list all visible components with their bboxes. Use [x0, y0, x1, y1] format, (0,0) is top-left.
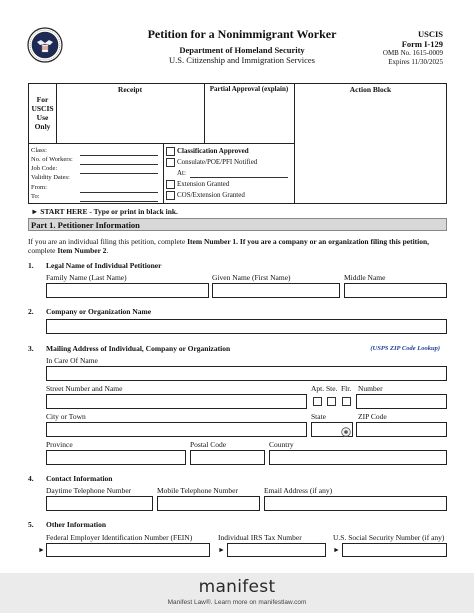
expiration: Expires 11/30/2025: [388, 58, 443, 66]
part1-intro-line1: If you are an individual filing this petition, complete Item Number 1. If you are a company or an organization filing this petition,: [28, 237, 430, 246]
department: Department of Homeland Security: [179, 45, 305, 55]
job-code-label: Job Code:: [31, 165, 58, 172]
form-number: Form I-129: [401, 39, 443, 49]
class-label: Class:: [31, 147, 47, 154]
footer-tagline[interactable]: Manifest Law®. Learn more on manifestlaw.com: [167, 599, 307, 606]
daytime-phone-label: Daytime Telephone Number: [46, 486, 132, 495]
ste-label: Ste.: [326, 384, 338, 393]
cos-extension-label: COS/Extension Granted: [177, 191, 245, 199]
irs-arrow-icon: ►: [218, 546, 225, 554]
postal-code-input[interactable]: [190, 450, 265, 465]
irs-input[interactable]: [227, 543, 326, 557]
province-label: Province: [46, 440, 73, 449]
family-name-label: Family Name (Last Name): [46, 273, 127, 282]
number-label: Number: [358, 384, 383, 393]
daytime-phone-input[interactable]: [46, 496, 153, 511]
ssn-arrow-icon: ►: [333, 546, 340, 554]
middle-name-input[interactable]: [344, 283, 447, 298]
state-dropdown-icon[interactable]: [341, 424, 351, 434]
item4-number: 4.: [28, 474, 34, 483]
part1-intro-line2: complete Item Number 2.: [28, 246, 109, 255]
street-label: Street Number and Name: [46, 384, 123, 393]
city-label: City or Town: [46, 412, 86, 421]
partial-approval-header: Partial Approval (explain): [209, 85, 289, 93]
uscis-side-uscis: USCIS: [31, 104, 54, 113]
extension-granted-label: Extension Granted: [177, 180, 230, 188]
country-input[interactable]: [269, 450, 447, 465]
uscis-side-use: Use: [36, 113, 49, 122]
part1-title: Part 1. Petitioner Information: [31, 220, 140, 230]
street-input[interactable]: [46, 394, 307, 409]
mobile-phone-input[interactable]: [157, 496, 260, 511]
classification-approved-checkbox[interactable]: [166, 147, 175, 156]
start-here-instruction: ► START HERE - Type or print in black ink.: [31, 207, 178, 216]
item3-number: 3.: [28, 344, 34, 353]
uscis-label: USCIS: [417, 29, 443, 39]
item3-title: Mailing Address of Individual, Company or Organization: [46, 344, 231, 353]
province-input[interactable]: [46, 450, 186, 465]
given-name-input[interactable]: [212, 283, 340, 298]
consulate-notified-label: Consulate/POE/PFI Notified: [177, 158, 258, 166]
ssn-label: U.S. Social Security Number (if any): [333, 533, 445, 542]
unit-number-input[interactable]: [356, 394, 447, 409]
family-name-input[interactable]: [46, 283, 209, 298]
item4-title: Contact Information: [46, 474, 113, 483]
ste-checkbox[interactable]: [327, 397, 336, 406]
middle-name-label: Middle Name: [344, 273, 386, 282]
fein-arrow-icon: ►: [38, 546, 45, 554]
email-label: Email Address (if any): [264, 486, 333, 495]
receipt-header: Receipt: [117, 85, 143, 94]
manifest-logo: manifest: [198, 577, 276, 597]
classification-approved-label: Classification Approved: [177, 147, 249, 155]
dhs-seal-icon: [27, 27, 63, 63]
item2-number: 2.: [28, 307, 34, 316]
given-name-label: Given Name (First Name): [212, 273, 291, 282]
company-name-input[interactable]: [46, 319, 447, 334]
uscis-side-for: For: [36, 95, 49, 104]
form-title: Petition for a Nonimmigrant Worker: [147, 27, 337, 41]
omb-number: OMB No. 1615-0009: [382, 49, 443, 57]
workers-label: No. of Workers:: [31, 156, 73, 163]
usps-zip-lookup-link[interactable]: (USPS ZIP Code Lookup): [370, 345, 440, 352]
state-label: State: [311, 412, 326, 421]
extension-granted-checkbox[interactable]: [166, 180, 175, 189]
consulate-notified-checkbox[interactable]: [166, 158, 175, 167]
ssn-input[interactable]: [342, 543, 447, 557]
validity-label: Validity Dates:: [31, 174, 70, 181]
item2-title: Company or Organization Name: [46, 307, 152, 316]
fein-input[interactable]: [46, 543, 210, 557]
care-of-label: In Care Of Name: [46, 356, 98, 365]
country-label: Country: [269, 440, 294, 449]
zip-input[interactable]: [356, 422, 447, 437]
uscis-side-only: Only: [34, 122, 51, 131]
action-block-header: Action Block: [349, 85, 392, 94]
mobile-phone-label: Mobile Telephone Number: [157, 486, 238, 495]
fein-label: Federal Employer Identification Number (FEIN): [46, 533, 193, 542]
zip-label: ZIP Code: [358, 412, 387, 421]
flr-checkbox[interactable]: [342, 397, 351, 406]
agency: U.S. Citizenship and Immigration Services: [169, 55, 315, 65]
at-label: At:: [177, 169, 186, 177]
city-input[interactable]: [46, 422, 307, 437]
flr-label: Flr.: [341, 384, 352, 393]
item5-title: Other Information: [46, 520, 107, 529]
item1-title: Legal Name of Individual Petitioner: [46, 261, 162, 270]
apt-label: Apt.: [311, 384, 325, 393]
item1-number: 1.: [28, 261, 34, 270]
email-input[interactable]: [264, 496, 447, 511]
cos-extension-checkbox[interactable]: [166, 191, 175, 200]
irs-label: Individual IRS Tax Number: [218, 533, 302, 542]
from-label: From:: [31, 184, 47, 191]
apt-checkbox[interactable]: [313, 397, 322, 406]
postal-code-label: Postal Code: [190, 440, 227, 449]
to-label: To:: [31, 193, 40, 200]
item5-number: 5.: [28, 520, 34, 529]
care-of-input[interactable]: [46, 366, 447, 381]
